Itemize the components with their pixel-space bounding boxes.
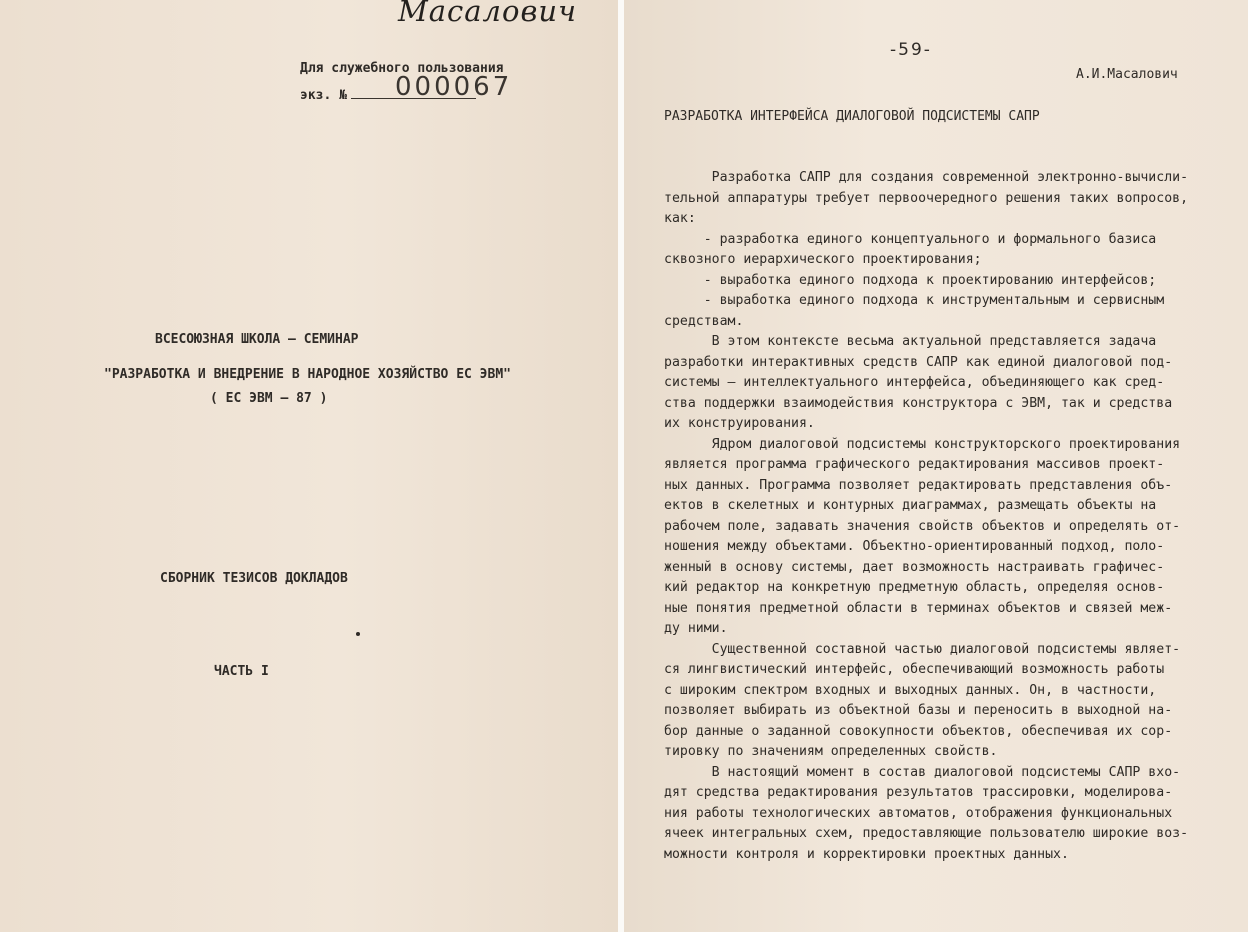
part-label: ЧАСТЬ I bbox=[214, 664, 269, 679]
body-line: сквозного иерархического проектирования; bbox=[664, 252, 982, 267]
body-line: разработки интерактивных средств САПР как единой диалоговой под- bbox=[664, 354, 1173, 370]
conference-name: "РАЗРАБОТКА И ВНЕДРЕНИЕ В НАРОДНОЕ ХОЗЯЙСТВО ЕС ЭВМ" bbox=[104, 367, 511, 382]
body-line: ства поддержки взаимодействия конструктора с ЭВМ, так и средства bbox=[664, 395, 1173, 411]
copy-number: 000067 bbox=[395, 72, 513, 102]
body-line: ектов в скелетных и контурных диаграммах, размещать объекты на bbox=[664, 498, 1157, 513]
school-title: ВСЕСОЮЗНАЯ ШКОЛА – СЕМИНАР bbox=[155, 332, 359, 347]
body-line: системы – интеллектуального интерфейса, объединяющего как сред- bbox=[664, 375, 1165, 390]
handwritten-signature: Масалович bbox=[398, 0, 578, 28]
author-name: А.И.Масалович bbox=[1076, 67, 1178, 82]
body-line: бор данные о заданной совокупности объектов, обеспечивая их сор- bbox=[664, 723, 1173, 739]
body-line: Ядром диалоговой подсистемы конструкторского проектирования bbox=[664, 436, 1181, 452]
body-line: В настоящий момент в состав диалоговой подсистемы САПР вхо- bbox=[664, 764, 1181, 780]
body-line: - выработка единого подхода к инструментальным и сервисным bbox=[664, 293, 1165, 308]
body-line: ные понятия предметной области в терминах объектов и связей меж- bbox=[664, 600, 1173, 616]
body-line: женный в основу системы, дает возможность настраивать графичес- bbox=[664, 559, 1165, 575]
restriction-label: Для служебного пользования bbox=[300, 61, 504, 76]
body-line: их конструирования. bbox=[664, 416, 815, 431]
body-line: - выработка единого подхода к проектированию интерфейсов; bbox=[664, 272, 1157, 288]
body-line: - разработка единого концептуального и формального базиса bbox=[664, 231, 1157, 247]
right-page bbox=[624, 0, 1248, 932]
body-line: дят средства редактирования результатов трассировки, моделирова- bbox=[664, 785, 1173, 800]
page-number: -59- bbox=[890, 40, 932, 60]
body-line: позволяет выбирать из объектной базы и переносить в выходной на- bbox=[664, 703, 1173, 718]
body-line: ся лингвистический интерфейс, обеспечивающий возможность работы bbox=[664, 662, 1165, 677]
copy-prefix: экз. № bbox=[300, 88, 347, 103]
body-line: тировку по значениям определенных свойств. bbox=[664, 744, 998, 759]
body-line: ных данных. Программа позволяет редактировать представления объ- bbox=[664, 477, 1173, 493]
body-line: как: bbox=[664, 211, 696, 226]
article-title: РАЗРАБОТКА ИНТЕРФЕЙСА ДИАЛОГОВОЙ ПОДСИСТЕМЫ САПР bbox=[664, 109, 1040, 124]
left-page bbox=[0, 0, 618, 932]
body-line: ношения между объектами. Объектно-ориентированный подход, поло- bbox=[664, 539, 1165, 554]
body-line: средствам. bbox=[664, 313, 744, 329]
body-line: В этом контексте весьма актуальной представляется задача bbox=[664, 334, 1157, 349]
conference-code: ( ЕС ЭВМ – 87 ) bbox=[210, 391, 328, 406]
body-line: ния работы технологических автоматов, отображения функциональных bbox=[664, 805, 1173, 821]
collection-title: СБОРНИК ТЕЗИСОВ ДОКЛАДОВ bbox=[160, 571, 348, 586]
body-line: с широким спектром входных и выходных данных. Он, в частности, bbox=[664, 682, 1157, 698]
article-body bbox=[664, 168, 1224, 865]
body-line: является программа графического редактирования массивов проект- bbox=[664, 457, 1165, 472]
ink-dot bbox=[356, 632, 360, 636]
body-line: кий редактор на конкретную предметную область, определяя основ- bbox=[664, 580, 1165, 595]
body-line: Существенной составной частью диалоговой подсистемы являет- bbox=[664, 641, 1181, 657]
body-line: тельной аппаратуры требует первоочередного решения таких вопросов, bbox=[664, 190, 1189, 206]
body-line: ячеек интегральных схем, предоставляющие пользователю широкие воз- bbox=[664, 826, 1189, 841]
body-line: Разработка САПР для создания современной электронно-вычисли- bbox=[664, 170, 1189, 185]
body-line: рабочем поле, задавать значения свойств объектов и определять от- bbox=[664, 518, 1181, 534]
body-line: можности контроля и корректировки проектных данных. bbox=[664, 846, 1069, 862]
body-line: ду ними. bbox=[664, 621, 728, 636]
